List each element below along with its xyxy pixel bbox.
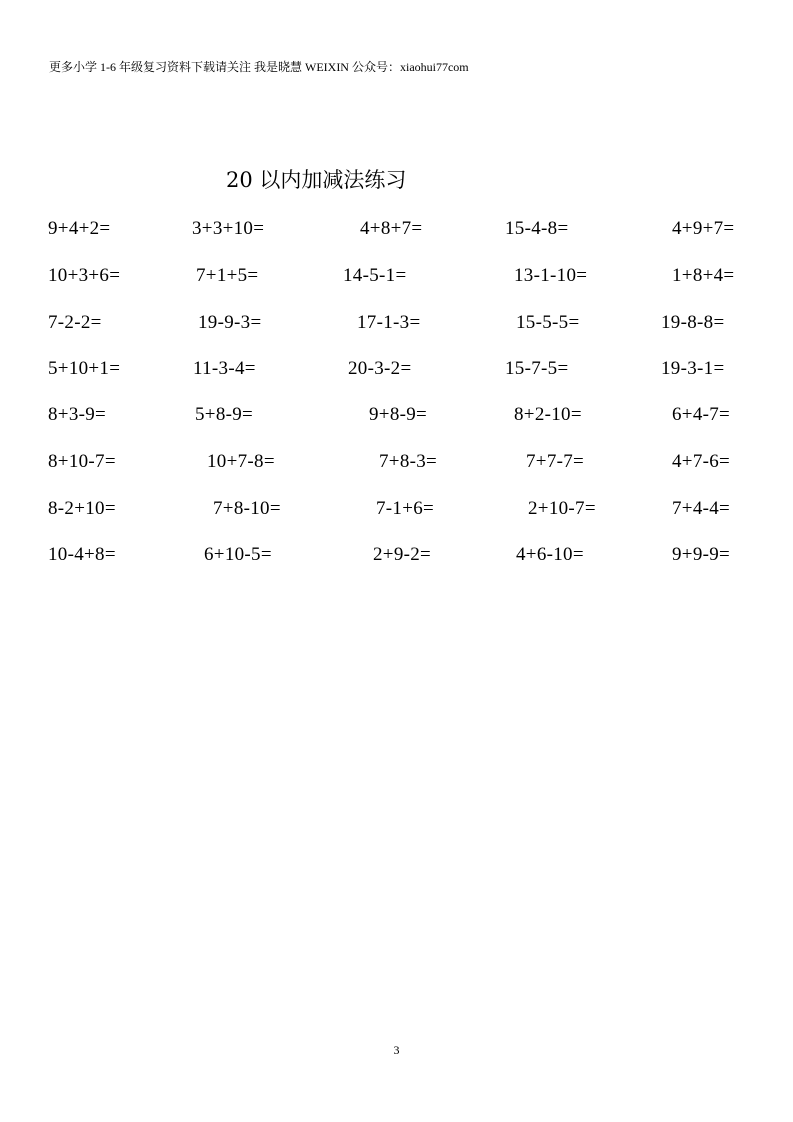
problem-r5-c3: 9+8-9= [369,404,428,425]
problem-r2-c1: 10+3+6= [48,265,121,286]
problem-r6-c4: 7+7-7= [526,451,585,472]
problem-r2-c2: 7+1+5= [196,265,259,286]
problem-r1-c1: 9+4+2= [48,218,111,239]
problem-r1-c5: 4+9+7= [672,218,735,239]
problem-r2-c3: 14-5-1= [343,265,407,286]
page-number: 3 [393,1043,400,1057]
problem-r2-c4: 13-1-10= [514,265,588,286]
problem-r1-c3: 4+8+7= [360,218,423,239]
problem-r8-c1: 10-4+8= [48,544,116,565]
problem-r4-c1: 5+10+1= [48,358,121,379]
problem-r7-c1: 8-2+10= [48,498,116,519]
problem-r8-c5: 9+9-9= [672,544,731,565]
problem-r3-c2: 19-9-3= [198,312,262,333]
problem-r2-c5: 1+8+4= [672,265,735,286]
problem-r8-c3: 2+9-2= [373,544,432,565]
problem-r8-c2: 6+10-5= [204,544,272,565]
problem-r7-c5: 7+4-4= [672,498,731,519]
page-title: 20 以内加减法练习 [226,168,407,192]
problem-r4-c5: 19-3-1= [661,358,725,379]
problem-r3-c1: 7-2-2= [48,312,102,333]
problem-r7-c2: 7+8-10= [213,498,281,519]
problem-r6-c5: 4+7-6= [672,451,731,472]
header-note: 更多小学 1-6 年级复习资料下载请关注 我是晓慧 WEIXIN 公众号：xiaohui77com [49,60,469,74]
problem-r7-c4: 2+10-7= [528,498,596,519]
problem-r4-c3: 20-3-2= [348,358,412,379]
problem-r6-c1: 8+10-7= [48,451,116,472]
problem-r5-c2: 5+8-9= [195,404,254,425]
problem-r3-c5: 19-8-8= [661,312,725,333]
problem-r5-c1: 8+3-9= [48,404,107,425]
problem-r4-c2: 11-3-4= [193,358,256,379]
problem-r3-c4: 15-5-5= [516,312,580,333]
problem-r7-c3: 7-1+6= [376,498,435,519]
problem-r5-c5: 6+4-7= [672,404,731,425]
problem-r8-c4: 4+6-10= [516,544,584,565]
problem-r6-c3: 7+8-3= [379,451,438,472]
problem-r6-c2: 10+7-8= [207,451,275,472]
problem-r1-c4: 15-4-8= [505,218,569,239]
problem-r1-c2: 3+3+10= [192,218,265,239]
problem-r3-c3: 17-1-3= [357,312,421,333]
problem-r4-c4: 15-7-5= [505,358,569,379]
problem-r5-c4: 8+2-10= [514,404,582,425]
